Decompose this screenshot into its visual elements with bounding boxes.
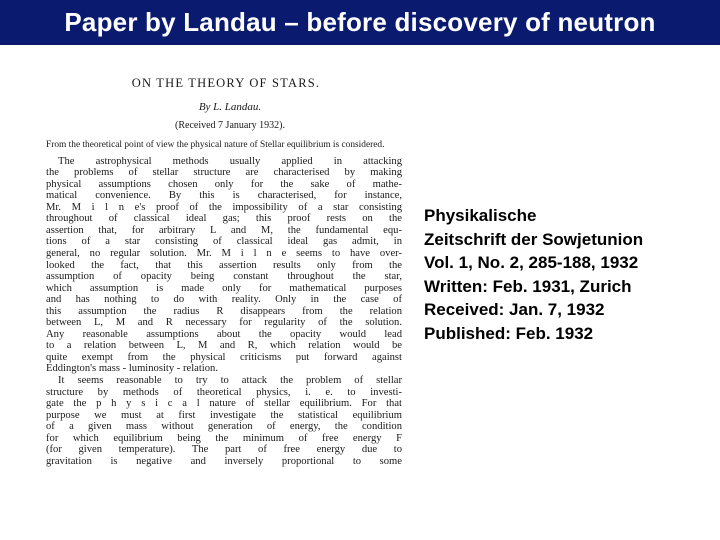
paper-line: between L, M and R necessary for regularity of the solution. [46, 317, 402, 329]
paper-line: assertion that, for arbitrary L and M, the fundamental equ- [46, 224, 402, 236]
paper-line: which assumption is made only for mathematical purposes [46, 282, 402, 294]
paper-scan [38, 72, 408, 522]
paper-line: purpose we must at first investigate the statistical equilibrium [46, 409, 402, 421]
paper-line: quite exempt from the physical criticisms put forward against [46, 351, 402, 363]
paper-line: Mr. M i l n e's proof of the impossibility of a star consisting [46, 201, 402, 213]
paper-line: throughout of classical ideal gas; this proof rests on the [46, 213, 402, 225]
paper-line: assumption of opacity being constant throughout the star, [46, 271, 402, 283]
paper-line: of a given mass without generation of energy, the condition [46, 421, 402, 433]
paper-line: this assumption the radius R disappears from the relation [46, 305, 402, 317]
paper-line: and has nothing to do with reality. Only in the case of [46, 294, 402, 306]
info-line: Published: Feb. 1932 [424, 323, 594, 343]
info-line: Vol. 1, No. 2, 285-188, 1932 [424, 253, 639, 272]
paper-heading: ON THE THEORY OF STARS. [131, 76, 321, 90]
paper-line: structure by methods of theoretical physics, i. e. to investi- [46, 386, 402, 398]
paper-received: (Received 7 January 1932). [175, 120, 285, 131]
paper-line: matical convenience. By this is characterised, for instance, [46, 190, 402, 202]
paper-line: Any reasonable assumptions about the opacity would lead [46, 328, 402, 340]
paper-line: (for given temperature). The part of free energy due to [46, 444, 402, 456]
paper-line: Eddington's mass - luminosity - relation. [46, 363, 218, 375]
publication-info [424, 204, 714, 345]
paper-line: the problems of stellar structure are characterised by making [46, 167, 402, 179]
slide-title: Paper by Landau – before discovery of neutron [64, 7, 656, 37]
slide-title-bar [0, 0, 720, 45]
paper-line: It seems reasonable to try to attack the problem of stellar [58, 374, 402, 386]
paper-line: tions of a star consisting of classical ideal gas admit, in [46, 236, 402, 248]
paper-line: physical assumptions chosen only for the sake of mathe- [46, 178, 402, 190]
paper-line: gate the p h y s i c a l nature of stellar equilibrium. For that [46, 398, 402, 410]
paper-line: to a relation between L, M and R, which relation would be [46, 340, 402, 352]
info-line: Received: Jan. 7, 1932 [424, 300, 605, 319]
paper-abstract: From the theoretical point of view the physical nature of Stellar equilibrium is considered. [46, 140, 385, 150]
paper-body [46, 156, 402, 468]
paper-line: The astrophysical methods usually applied in attacking [58, 155, 402, 167]
paper-line: general, no regular solution. Mr. M i l n e seems to have over- [46, 247, 402, 259]
paper-author: By L. Landau. [198, 101, 262, 113]
info-line: Zeitschrift der Sowjetunion [424, 229, 644, 249]
paper-line: gravitation is negative and inversely proportional to some [46, 455, 402, 467]
paper-line: for which equilibrium being the minimum of free energy F [46, 432, 402, 444]
paper-line: looked the fact, that this assertion results only from the [46, 259, 402, 271]
info-line: Written: Feb. 1931, Zurich [424, 276, 632, 296]
info-line: Physikalische [424, 206, 537, 225]
